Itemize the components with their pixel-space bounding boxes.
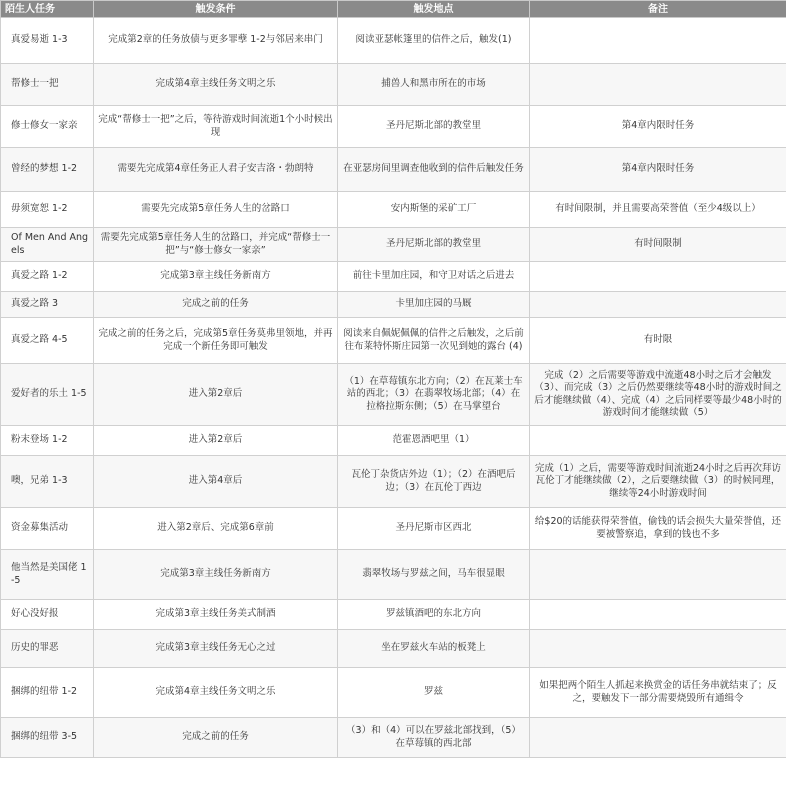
table-row	[1, 668, 786, 718]
table-row	[1, 192, 786, 228]
trigger-location: 前往卡里加庄园，和守卫对话之后进去	[338, 262, 530, 292]
trigger-condition: 完成之前的任务之后，完成第5章任务莫弗里领地，并再完成一个新任务即可触发	[94, 318, 338, 364]
trigger-location: 范霍恩酒吧里（1）	[338, 426, 530, 456]
trigger-condition: 完成第3章主线任务无心之过	[94, 630, 338, 668]
mission-name: 爱好者的乐土 1-5	[1, 364, 94, 426]
mission-name: 捆绑的纽带 3-5	[1, 718, 94, 758]
mission-note: 完成（2）之后需要等游戏中流逝48小时之后才会触发（3）、而完成（3）之后仍然要继续等48小时的游戏时间之后才能继续做（4）、完成（4）之后同样要等最少48小时的游戏时间才能继续做（5）	[530, 364, 786, 426]
trigger-location: 坐在罗兹火车站的板凳上	[338, 630, 530, 668]
trigger-location: 阅读亚瑟帐篷里的信件之后，触发(1)	[338, 18, 530, 64]
table-row	[1, 18, 786, 64]
mission-note	[530, 426, 786, 456]
table-row	[1, 228, 786, 262]
mission-note: 如果把两个陌生人抓起来换赏金的话任务串就结束了；反之，要触发下一部分需要烧毁所有通缉令	[530, 668, 786, 718]
header-location: 触发地点	[338, 1, 530, 18]
table-row	[1, 318, 786, 364]
trigger-location: 圣丹尼斯北部的教堂里	[338, 228, 530, 262]
trigger-location: 卡里加庄园的马厩	[338, 292, 530, 318]
mission-note: 给$20的话能获得荣誉值，偷钱的话会损失大量荣誉值，还要被警察追，拿到的钱也不多	[530, 508, 786, 550]
mission-name: 历史的罪恶	[1, 630, 94, 668]
trigger-condition: 完成第3章主线任务新南方	[94, 550, 338, 600]
trigger-condition: 完成之前的任务	[94, 292, 338, 318]
mission-name: 曾经的梦想 1-2	[1, 148, 94, 192]
mission-name: 真爱易逝 1-3	[1, 18, 94, 64]
trigger-location: 在亚瑟房间里调查他收到的信件后触发任务	[338, 148, 530, 192]
table-row	[1, 148, 786, 192]
mission-note: 有时间限制，并且需要高荣誉值（至少4级以上）	[530, 192, 786, 228]
trigger-condition: 完成第3章主线任务美式制酒	[94, 600, 338, 630]
mission-name: 捆绑的纽带 1-2	[1, 668, 94, 718]
header-note: 备注	[530, 1, 786, 18]
mission-name: 真爱之路 1-2	[1, 262, 94, 292]
trigger-condition: 完成“帮修士一把”之后，等待游戏时间流逝1个小时候出现	[94, 106, 338, 148]
trigger-condition: 完成第3章主线任务新南方	[94, 262, 338, 292]
mission-note: 第4章内限时任务	[530, 106, 786, 148]
mission-note: 第4章内限时任务	[530, 148, 786, 192]
trigger-condition: 进入第2章后、完成第6章前	[94, 508, 338, 550]
mission-name: 帮修士一把	[1, 64, 94, 106]
mission-note	[530, 262, 786, 292]
table-row	[1, 262, 786, 292]
mission-name: Of Men And Angels	[1, 228, 94, 262]
table-row	[1, 364, 786, 426]
mission-name: 资金募集活动	[1, 508, 94, 550]
mission-name: 粉末登场 1-2	[1, 426, 94, 456]
mission-note: 有时间限制	[530, 228, 786, 262]
table-row	[1, 292, 786, 318]
mission-note	[530, 292, 786, 318]
trigger-condition: 进入第4章后	[94, 456, 338, 508]
trigger-condition: 完成之前的任务	[94, 718, 338, 758]
trigger-condition: 完成第2章的任务放债与更多罪孽 1-2与邻居来串门	[94, 18, 338, 64]
trigger-condition: 需要先完成第5章任务人生的岔路口	[94, 192, 338, 228]
table-row	[1, 630, 786, 668]
trigger-condition: 完成第4章主线任务文明之乐	[94, 64, 338, 106]
mission-note	[530, 600, 786, 630]
trigger-location: 罗兹镇酒吧的东北方向	[338, 600, 530, 630]
mission-note	[530, 550, 786, 600]
trigger-location: 罗兹	[338, 668, 530, 718]
header-condition: 触发条件	[94, 1, 338, 18]
table-row	[1, 456, 786, 508]
table-row	[1, 106, 786, 148]
trigger-condition: 进入第2章后	[94, 426, 338, 456]
mission-note	[530, 64, 786, 106]
trigger-location: （1）在草莓镇东北方向；（2）在瓦莱士车站的西北；（3）在翡翠牧场北部；（4）在拉格拉斯东侧；（5）在马掌望台	[338, 364, 530, 426]
table-row	[1, 550, 786, 600]
mission-name: 真爱之路 3	[1, 292, 94, 318]
table-row	[1, 426, 786, 456]
mission-name: 好心没好报	[1, 600, 94, 630]
trigger-condition: 需要先完成第4章任务正人君子安吉洛・勃朗特	[94, 148, 338, 192]
trigger-location: 瓦伦丁杂货店外边（1）；（2）在酒吧后边；（3）在瓦伦丁西边	[338, 456, 530, 508]
mission-note	[530, 718, 786, 758]
mission-name: 真爱之路 4-5	[1, 318, 94, 364]
trigger-location: （3）和（4）可以在罗兹北部找到，（5）在草莓镇的西北部	[338, 718, 530, 758]
table-row	[1, 718, 786, 758]
trigger-location: 阅读来自佩妮佩佩的信件之后触发，之后前往布莱特怀斯庄园第一次见到她的露台 (4)	[338, 318, 530, 364]
table-row	[1, 600, 786, 630]
header-row	[1, 1, 786, 18]
table-row	[1, 64, 786, 106]
mission-name: 修士修女一家亲	[1, 106, 94, 148]
trigger-condition: 完成第4章主线任务文明之乐	[94, 668, 338, 718]
header-mission: 陌生人任务	[1, 1, 94, 18]
mission-note: 有时限	[530, 318, 786, 364]
trigger-location: 圣丹尼斯市区西北	[338, 508, 530, 550]
table-row	[1, 508, 786, 550]
mission-name: 毋须宽恕 1-2	[1, 192, 94, 228]
mission-note: 完成（1）之后，需要等游戏时间流逝24小时之后再次拜访瓦伦丁才能继续做（2），之后要继续做（3）的时候同理，继续等24小时游戏时间	[530, 456, 786, 508]
trigger-location: 捕兽人和黑市所在的市场	[338, 64, 530, 106]
trigger-location: 圣丹尼斯北部的教堂里	[338, 106, 530, 148]
mission-name: 他当然是美国佬 1-5	[1, 550, 94, 600]
mission-name: 噢，兄弟 1-3	[1, 456, 94, 508]
trigger-condition: 需要先完成第5章任务人生的岔路口，并完成“帮修士一把”与“修士修女一家亲”	[94, 228, 338, 262]
mission-note	[530, 630, 786, 668]
trigger-condition: 进入第2章后	[94, 364, 338, 426]
trigger-location: 翡翠牧场与罗兹之间，马车很显眼	[338, 550, 530, 600]
trigger-location: 安内斯堡的采矿工厂	[338, 192, 530, 228]
mission-note	[530, 18, 786, 64]
